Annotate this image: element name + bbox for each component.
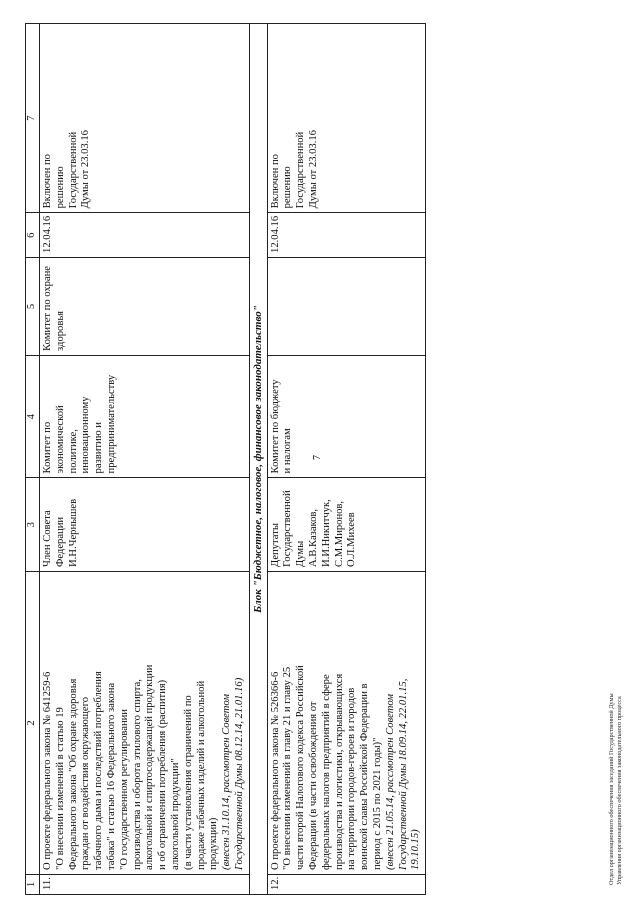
committee-line: экономической	[54, 405, 66, 474]
footer-line: Управления организационного обеспечения законодательного процесса	[615, 696, 623, 885]
responsible-committee	[40, 355, 250, 478]
responsible-committee	[267, 355, 426, 478]
author-line: Член Совета	[42, 510, 53, 567]
bill-author	[267, 478, 426, 572]
committee-line: Комитет по	[42, 421, 53, 474]
row-number: 11.	[40, 874, 250, 894]
page-number: 7	[312, 455, 323, 460]
committee-line: и налогам	[282, 428, 294, 474]
bill-note-line: (внесен 21.05.14, рассмотрен Советом	[384, 693, 396, 870]
legislation-table	[25, 23, 426, 895]
bill-note-line: 19.10.15)	[410, 829, 422, 870]
author-line: Депутаты	[269, 523, 281, 567]
title-line: продукции)	[208, 817, 220, 870]
committee-line: политике,	[67, 429, 79, 474]
bill-note-line: Государственной Думы 18.09.14, 22.01.15,	[397, 678, 409, 870]
title-line: части второй Налогового кодекса Российской	[295, 665, 307, 870]
decision-line: Государственной	[67, 131, 79, 209]
title-line: производства и оборота этилового спирта,	[131, 679, 143, 870]
decision	[40, 24, 250, 213]
block-title: Блок "Бюджетное, налоговое, финансовое законодательство"	[249, 24, 267, 895]
col-num-2: 2	[26, 572, 40, 875]
column-number-row	[26, 24, 40, 895]
table-row	[267, 24, 426, 895]
bill-title	[40, 572, 250, 875]
title-line: и об ограничении потребления (распития)	[157, 679, 169, 870]
committee-line: Комитет по бюджету	[269, 379, 281, 474]
col-num-6: 6	[26, 213, 40, 258]
co-committee-line: Комитет по охране	[42, 266, 53, 351]
author-line: И.И.Никитчук,	[320, 499, 332, 567]
co-committee-line: здоровья	[54, 310, 66, 351]
title-line: О проекте федерального закона № 641259-6	[42, 671, 53, 870]
co-committee	[40, 257, 250, 355]
table-row	[40, 24, 250, 895]
decision-line: Думы от 23.03.16	[80, 130, 92, 209]
bill-note-line: Государственной Думы 08.12.14, 21.01.16)	[233, 677, 245, 870]
title-line: "О внесении изменений в главу 21 и главу 25	[282, 666, 294, 870]
page-footer	[608, 693, 623, 885]
decision-line: Включен по	[269, 154, 281, 209]
bill-title	[267, 572, 426, 875]
col-num-7: 7	[26, 24, 40, 213]
title-line: Федерального закона "Об охране здоровья	[67, 678, 79, 870]
col-num-1: 1	[26, 874, 40, 894]
author-line: Федерации	[54, 516, 66, 567]
author-line: И.Н.Чернышев	[67, 498, 79, 567]
title-line: воинской славы Российской Федерации в	[359, 683, 371, 870]
decision-line: Думы от 23.03.16	[307, 130, 319, 209]
col-num-5: 5	[26, 257, 40, 355]
title-line: табака" и статью 16 Федерального закона	[105, 682, 117, 870]
title-line: граждан от воздействия окружающего	[80, 697, 92, 870]
decision	[267, 24, 426, 213]
author-line: А.В.Казаков,	[307, 508, 319, 567]
decision-line: Включен по	[42, 154, 53, 209]
committee-line: инновационному	[80, 396, 92, 474]
bill-author	[40, 478, 250, 572]
title-line: "О внесении изменений в статью 19	[54, 707, 66, 870]
bill-note-line: (внесен 31.10.14, рассмотрен Советом	[221, 693, 233, 870]
title-line: федеральных налогов предприятий в сфере	[320, 674, 332, 870]
author-line: О.Л.Михеев	[346, 512, 358, 567]
committee-line: предпринимательству	[105, 374, 117, 474]
title-line: алкогольной и спиртосодержащей продукции	[144, 664, 156, 870]
decision-line: Государственной	[295, 131, 307, 209]
title-line: (в части установления ограничений по	[182, 695, 194, 870]
col-num-3: 3	[26, 478, 40, 572]
author-line: С.М.Миронов,	[333, 500, 345, 567]
review-date: 12.04.16	[40, 213, 250, 258]
author-line: Думы	[295, 540, 307, 567]
decision-line: решению	[54, 166, 66, 209]
committee-line: развитию и	[93, 422, 105, 474]
title-line: алкогольной продукции"	[169, 758, 181, 870]
author-line: Государственной	[282, 490, 294, 567]
title-line: Федерации (в части освобождения от	[307, 701, 319, 870]
co-committee	[267, 257, 426, 355]
col-num-4: 4	[26, 355, 40, 478]
title-line: на территории городов-героев и городов	[346, 687, 358, 870]
title-line: период с 2015 по 2021 годы)"	[371, 737, 383, 870]
footer-line: Отдел организационного обеспечения заседаний Государственной Думы	[608, 693, 615, 885]
title-line: О проекте федерального закона № 526366-6	[269, 671, 281, 870]
title-line: табачного дыма и последствий потребления	[93, 671, 105, 870]
row-number: 12.	[267, 874, 426, 894]
title-line: производства и логистики, открывающихся	[333, 673, 345, 870]
decision-line: решению	[282, 166, 294, 209]
title-line: продаже табачных изделий и алкогольной	[195, 680, 207, 870]
review-date: 12.04.16	[267, 213, 426, 258]
block-title-row	[249, 24, 267, 895]
title-line: "О государственном регулировании	[118, 709, 130, 870]
